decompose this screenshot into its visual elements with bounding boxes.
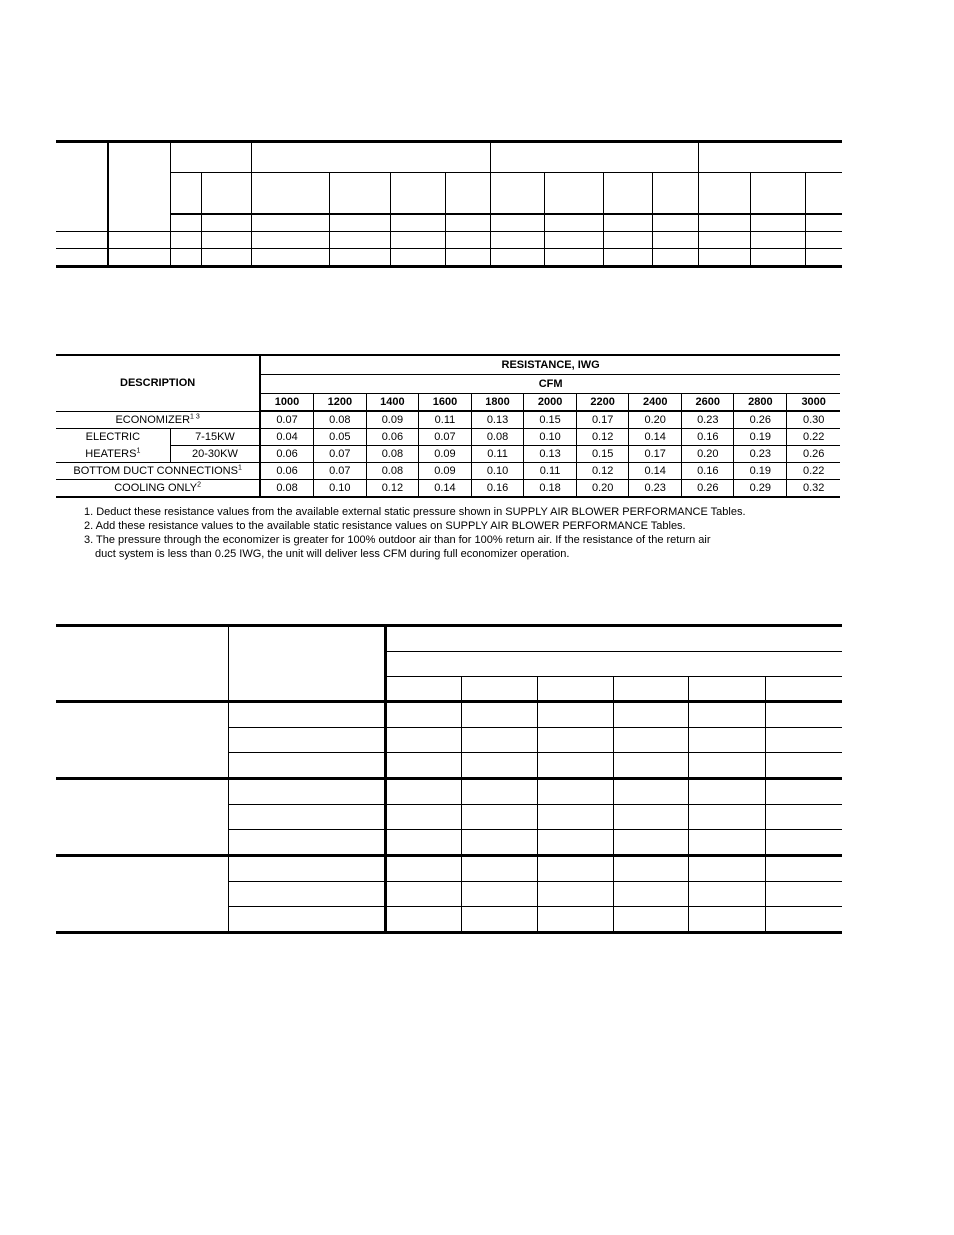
t1-subheader-cell [490,173,544,215]
t3-subheader-cell [537,677,613,702]
t3-header-cell [228,626,385,702]
value-cell: 0.18 [524,480,577,498]
value-cell: 0.30 [787,411,840,429]
t1-subheader-cell [251,173,329,215]
value-cell: 0.22 [787,429,840,446]
table-row [56,411,840,429]
value-cell: 0.05 [313,429,366,446]
row-label-economizer: $ECONOMIZER^{1 3}$ [56,411,260,429]
t1-header-cell [698,142,842,173]
value-cell: 0.12 [366,480,418,498]
value-cell: 0.17 [577,411,629,429]
value-cell: 0.07 [260,411,313,429]
footnotes [84,505,746,561]
t1-subheader-cell [603,173,652,215]
value-cell: 0.23 [682,411,734,429]
value-cell: 0.09 [418,446,471,463]
t1-subheader-cell [652,173,698,215]
footnote: duct system is less than 0.25 IWG, the unit will deliver less CFM during full economizer operation. [95,548,570,560]
value-cell: 0.10 [524,429,577,446]
value-cell: 0.20 [629,411,682,429]
cfm-value: 1000 [260,394,313,412]
cfm-value: 2200 [577,394,629,412]
t3-header-cell [56,626,228,702]
value-cell: 0.23 [734,446,787,463]
value-cell: 0.06 [260,446,313,463]
table-row [56,214,842,232]
value-cell: 0.11 [418,411,471,429]
value-cell: 0.14 [629,429,682,446]
value-cell: 0.08 [313,411,366,429]
t3-subheader-cell [765,677,842,702]
cfm-value: 1400 [366,394,418,412]
cfm-value: 2800 [734,394,787,412]
row-label-cooling-only: COOLING ONLY$^2$ [56,480,260,498]
cfm-value: 3000 [787,394,840,412]
t1-subheader-cell [750,173,805,215]
value-cell: 0.06 [260,463,313,480]
value-cell: 0.26 [682,480,734,498]
value-cell: 0.07 [313,463,366,480]
table-row [56,856,842,882]
row-label-bottom-duct: BOTTOM DUCT CONNECTIONS$^1$ [56,463,260,480]
cfm-value: 2400 [629,394,682,412]
value-cell: 0.16 [472,480,524,498]
blower-table [56,624,842,934]
t1-subheader-cell [201,173,251,215]
table-row [56,232,842,249]
value-cell: 0.16 [682,429,734,446]
t3-subheader-cell [613,677,688,702]
t1-subheader-cell [390,173,445,215]
value-cell: 0.26 [734,411,787,429]
t1-header-cell [490,142,698,173]
value-cell: 0.14 [418,480,471,498]
t3-subheader-cell [461,677,537,702]
value-cell: 0.07 [313,446,366,463]
value-cell: 0.11 [472,446,524,463]
value-cell: 0.13 [524,446,577,463]
cfm-value: 2000 [524,394,577,412]
t3-subheader-cell [688,677,765,702]
value-cell: 0.09 [366,411,418,429]
value-cell: 0.16 [682,463,734,480]
value-cell: 0.08 [472,429,524,446]
t1-header-cell [251,142,490,173]
table-row [56,249,842,267]
value-cell: 0.08 [366,463,418,480]
value-cell: 0.10 [313,480,366,498]
value-cell: 0.32 [787,480,840,498]
value-cell: 0.14 [629,463,682,480]
value-cell: 0.19 [734,463,787,480]
value-cell: 0.07 [418,429,471,446]
value-cell: 0.09 [418,463,471,480]
value-cell: 0.04 [260,429,313,446]
row-label-electric: ELECTRIC [56,429,170,446]
value-cell: 0.29 [734,480,787,498]
value-cell: 0.22 [787,463,840,480]
table-row [56,480,840,498]
table-row [56,779,842,805]
t3-header-cell [385,626,842,652]
t1-header-cell [56,142,108,215]
footnote: 2. Add these resistance values to the available static resistance values on SUPPLY AIR BLOWER PERFORMANCE Tables. [84,520,686,532]
value-cell: 0.15 [524,411,577,429]
t1-subheader-cell [805,173,842,215]
cfm-value: 1800 [472,394,524,412]
value-cell: 0.08 [260,480,313,498]
cfm-value: 1600 [418,394,471,412]
row-label-7-15kw: 7-15KW [170,429,260,446]
value-cell: 0.12 [577,463,629,480]
t1-header-cell [170,142,251,173]
t3-header-cell [385,652,842,677]
value-cell: 0.11 [524,463,577,480]
value-cell: 0.13 [472,411,524,429]
t1-header-cell [108,142,170,215]
row-label-20-30kw: 20-30KW [170,446,260,463]
t1-subheader-cell [544,173,603,215]
t1-subheader-cell [170,173,201,215]
value-cell: 0.26 [787,446,840,463]
cfm-value: 2600 [682,394,734,412]
value-cell: 0.23 [629,480,682,498]
table-row [56,429,840,446]
value-cell: 0.19 [734,429,787,446]
cfm-header: CFM [260,375,840,394]
row-label-heaters: HEATERS$^1$ [56,446,170,463]
resistance-header: RESISTANCE, IWG [260,355,840,375]
t3-subheader-cell [385,677,461,702]
value-cell: 0.08 [366,446,418,463]
unit-data-table [56,140,842,268]
t1-subheader-cell [329,173,390,215]
value-cell: 0.15 [577,446,629,463]
description-header: DESCRIPTION [56,355,260,411]
table-row [56,702,842,728]
footnote: 3. The pressure through the economizer is greater for 100% outdoor air than for 100% return air. If the resistance of the return air [84,534,711,546]
value-cell: 0.10 [472,463,524,480]
value-cell: 0.20 [682,446,734,463]
value-cell: 0.12 [577,429,629,446]
footnote: 1. Deduct these resistance values from the available external static pressure shown in SUPPLY AIR BLOWER PERFORMANCE Tables. [84,506,746,518]
value-cell: 0.20 [577,480,629,498]
t1-subheader-cell [698,173,750,215]
resistance-table [56,354,840,498]
value-cell: 0.06 [366,429,418,446]
table-row [56,463,840,480]
t1-subheader-cell [445,173,490,215]
table-row [56,446,840,463]
cfm-value: 1200 [313,394,366,412]
value-cell: 0.17 [629,446,682,463]
